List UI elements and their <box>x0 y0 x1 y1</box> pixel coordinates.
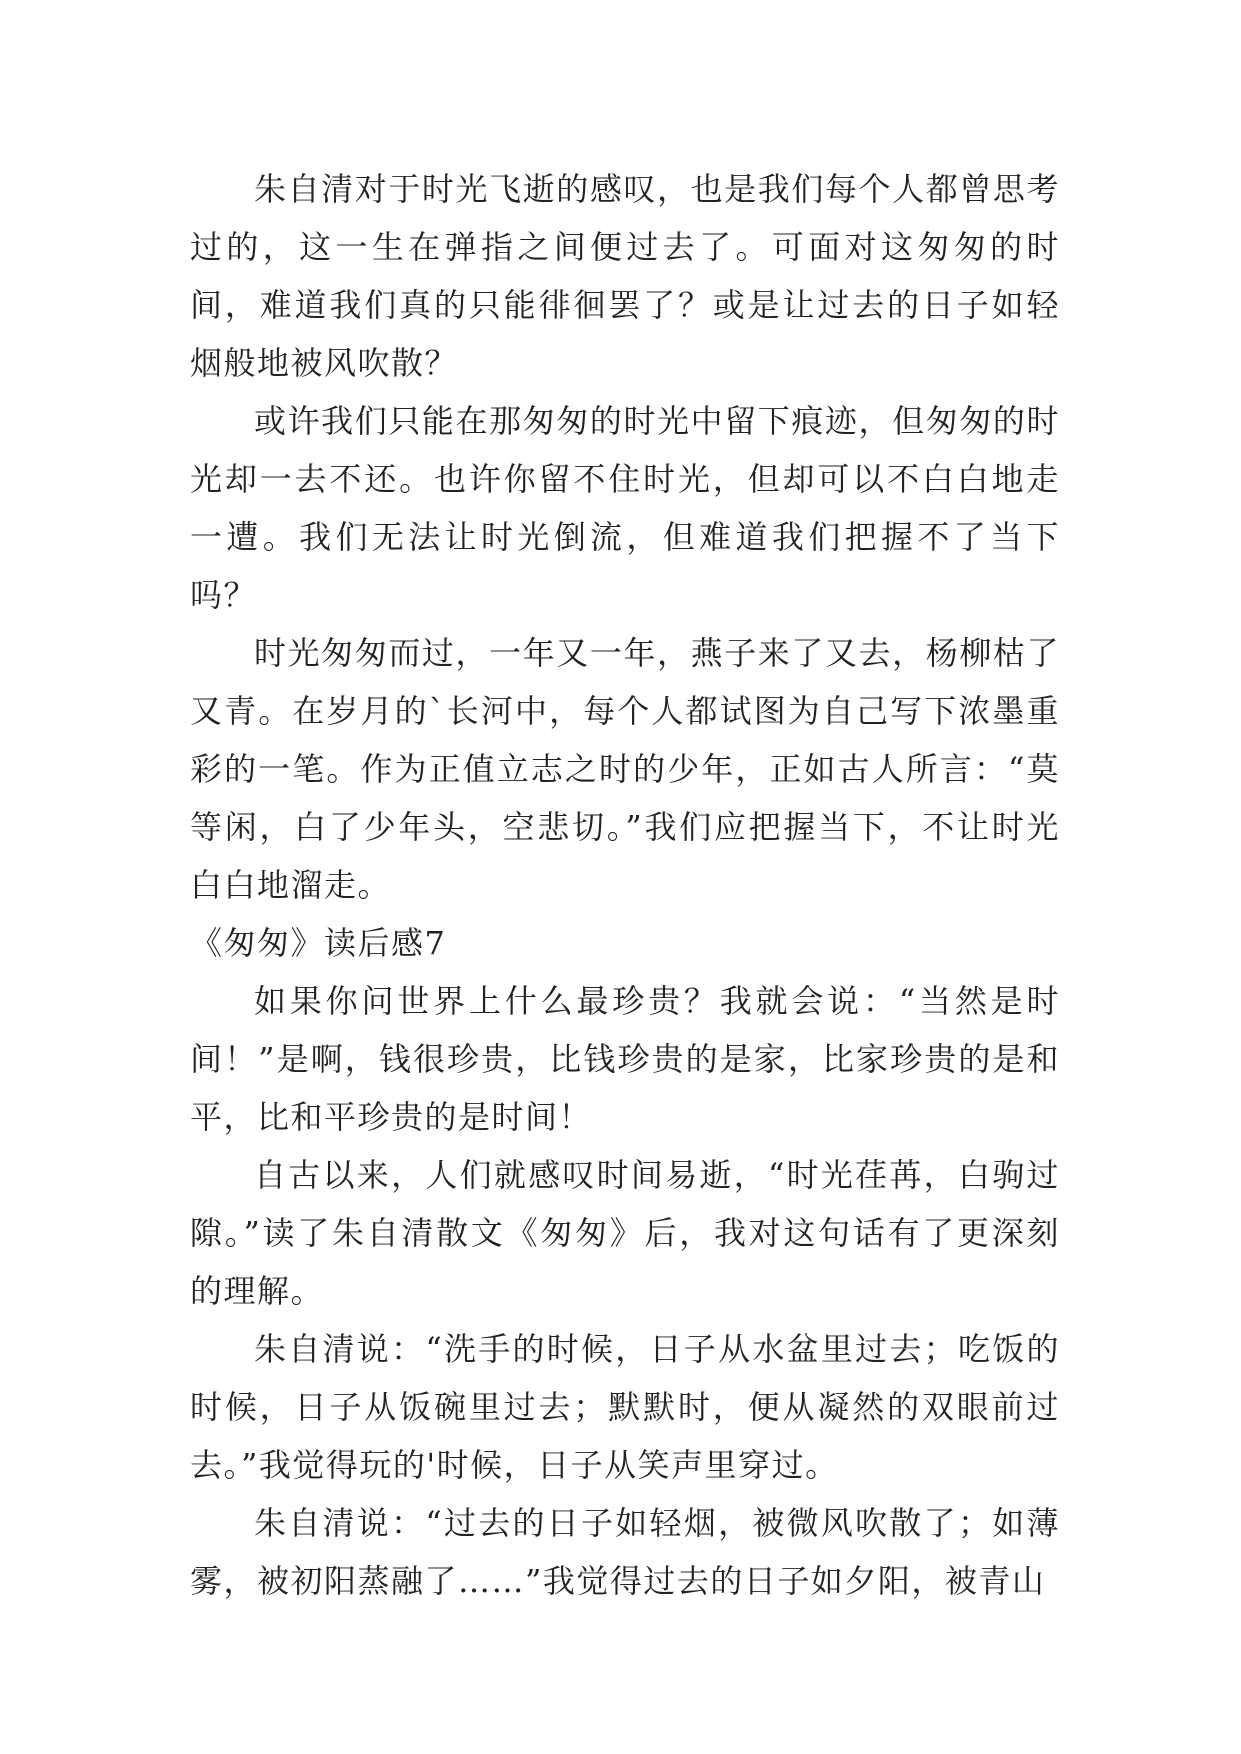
paragraph: 时光匆匆而过，一年又一年，燕子来了又去，杨柳枯了又青。在岁月的`长河中，每个人都试图为自己写下浓墨重彩的一笔。作为正值立志之时的少年，正如古人所言：“莫等闲，白了少年头，空悲切。”我们应把握当下，不让时光白白地溜走。 <box>190 634 1060 904</box>
paragraph: 自古以来，人们就感叹时间易逝，“时光荏苒，白驹过隙。”读了朱自清散文《匆匆》后，我对这句话有了更深刻的理解。 <box>190 1156 1060 1310</box>
paragraph: 如果你问世界上什么最珍贵？我就会说：“当然是时间！”是啊，钱很珍贵，比钱珍贵的是家，比家珍贵的是和平，比和平珍贵的是时间！ <box>190 982 1060 1136</box>
document-body <box>190 160 1060 1610</box>
paragraph: 朱自清对于时光飞逝的感叹，也是我们每个人都曾思考过的，这一生在弹指之间便过去了。可面对这匆匆的时间，难道我们真的只能徘徊罢了？或是让过去的日子如轻烟般地被风吹散？ <box>190 170 1060 382</box>
paragraph: 朱自清说：“洗手的时候，日子从水盆里过去；吃饭的时候，日子从饭碗里过去；默默时，便从凝然的双眼前过去。”我觉得玩的'时候，日子从笑声里穿过。 <box>190 1330 1060 1484</box>
paragraph: 或许我们只能在那匆匆的时光中留下痕迹，但匆匆的时光却一去不还。也许你留不住时光，但却可以不白白地走一遭。我们无法让时光倒流，但难道我们把握不了当下吗？ <box>190 402 1060 614</box>
section-heading: 《匆匆》读后感7 <box>190 924 447 962</box>
paragraph: 朱自清说：“过去的日子如轻烟，被微风吹散了；如薄雾，被初阳蒸融了……”我觉得过去的日子如夕阳，被青山 <box>190 1504 1060 1600</box>
